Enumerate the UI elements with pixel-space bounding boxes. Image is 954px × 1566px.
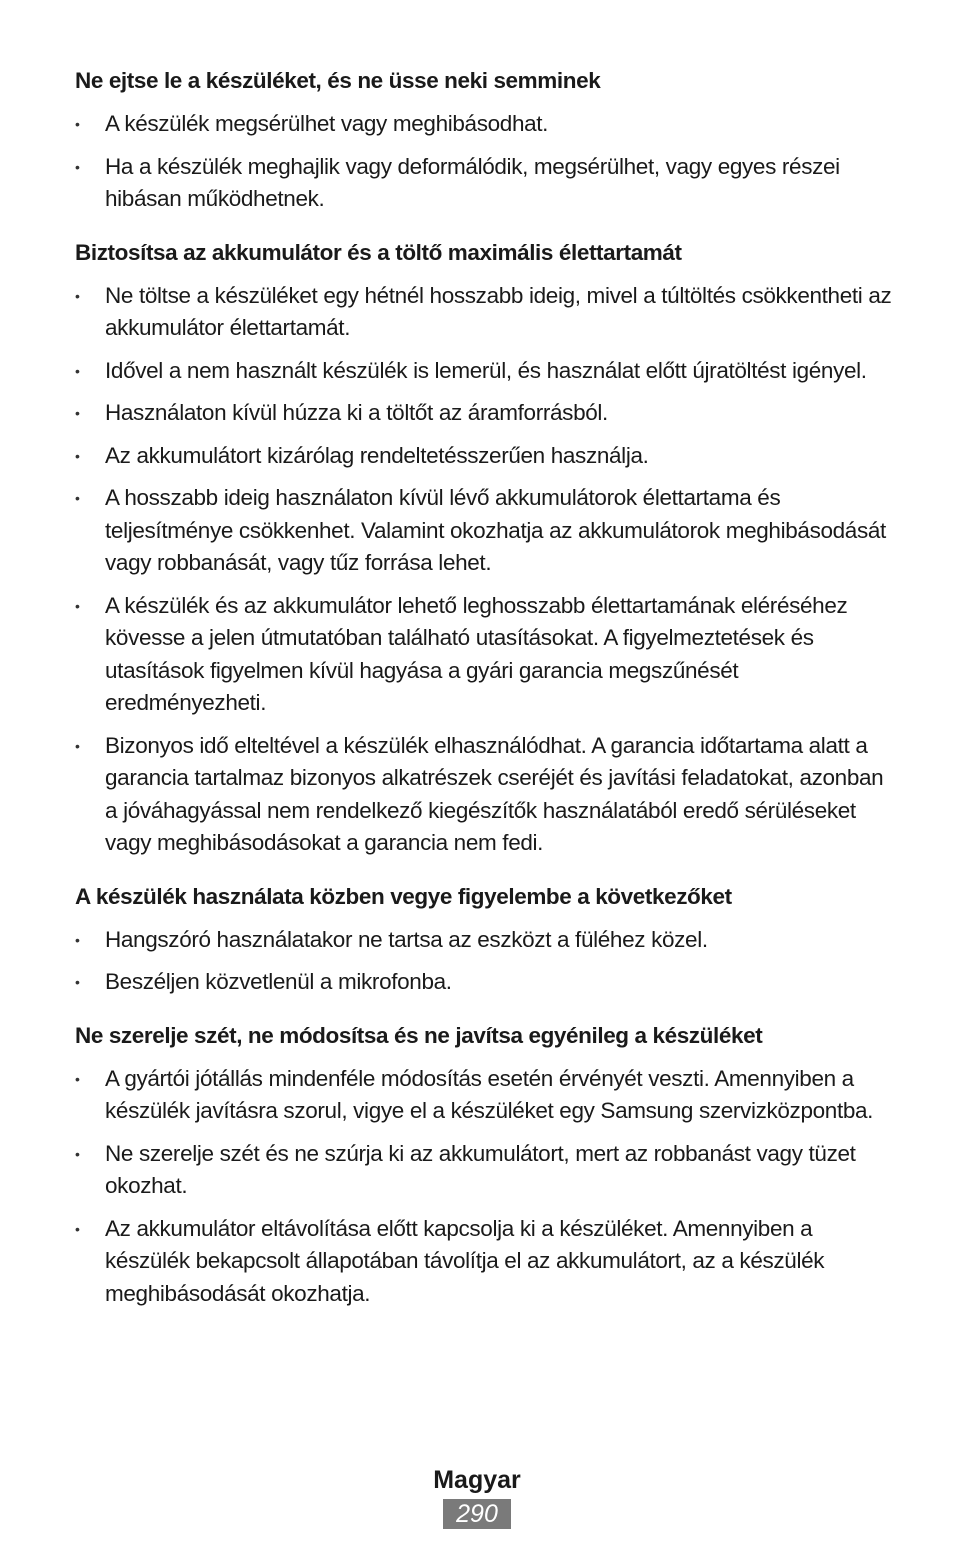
section-heading: Biztosítsa az akkumulátor és a töltő maximális élettartamát [75, 239, 682, 265]
list-item-text: Ne töltse a készüléket egy hétnél hosszabb ideig, mivel a túltöltés csökkentheti az akkumulátor élettartamát. [105, 282, 892, 340]
bullet-icon: • [75, 1145, 80, 1162]
list-item [75, 397, 895, 430]
list-item [75, 355, 895, 388]
section-heading: Ne ejtse le a készüléket, és ne üsse neki semminek [75, 68, 601, 93]
page-footer [0, 1463, 954, 1529]
list-item [75, 482, 895, 580]
page-number: 290 [443, 1499, 511, 1529]
list-item-text: Használaton kívül húzza ki a töltőt az áramforrásból. [105, 400, 608, 425]
bullet-icon: • [75, 116, 80, 132]
list-item-text: Az akkumulátort kizárólag rendeltetésszerűen használja. [105, 442, 649, 468]
list-item [75, 966, 895, 999]
section-no-disassembly [75, 1021, 895, 1311]
list-item-text: Beszéljen közvetlenül a mikrofonba. [105, 969, 452, 994]
bullet-icon: • [75, 287, 80, 304]
list-item [75, 108, 895, 141]
list-item [75, 1063, 895, 1128]
list-item-text: Ha a készülék meghajlik vagy deformálódik, megsérülhet, vagy egyes részei hibásan működhetnek. [105, 153, 840, 211]
list-item-text: A készülék megsérülhet vagy meghibásodhat. [105, 111, 549, 136]
list-item [75, 440, 895, 473]
section-usage-notes [75, 882, 895, 999]
bullet-icon: • [75, 1070, 80, 1087]
bullet-icon: • [75, 447, 80, 464]
list-item [75, 1213, 895, 1311]
section-battery-life [75, 238, 895, 860]
bullet-icon: • [75, 1220, 80, 1237]
document-body [75, 66, 895, 1320]
list-item [75, 1138, 895, 1203]
bullet-list [75, 1063, 895, 1311]
bullet-icon: • [75, 597, 80, 614]
list-item-text: Az akkumulátor eltávolítása előtt kapcsolja ki a készüléket. Amennyiben a készülék bekapcsolt állapotában távolítja el az akkumulátort, az a készülék meghibásodását okozhatja. [105, 1215, 825, 1306]
footer-language: Magyar [433, 1466, 521, 1494]
bullet-icon: • [75, 490, 80, 506]
list-item-text: A hosszabb ideig használaton kívül lévő akkumulátorok élettartama és teljesítménye csökkenhet. Valamint okozhatja az akkumulátorok meghibásodását vagy robbanását, vagy tűz forrása lehet. [105, 485, 886, 575]
bullet-icon: • [75, 737, 80, 754]
bullet-list [75, 924, 895, 999]
bullet-icon: • [75, 158, 80, 175]
list-item-text: Ne szerelje szét és ne szúrja ki az akkumulátort, mert az robbanást vagy tüzet okozhat. [105, 1140, 856, 1198]
list-item-text: A gyártói jótállás mindenféle módosítás esetén érvényét veszti. Amennyiben a készülék javításra szorul, vigye el a készüléket egy Samsung szervizközpontba. [105, 1065, 874, 1123]
list-item [75, 730, 895, 860]
list-item [75, 590, 895, 720]
list-item-text: Bizonyos idő elteltével a készülék elhasználódhat. A garancia időtartama alatt a garancia tartalmaz bizonyos alkatrészek cseréjét és javítási feladatokat, azonban a jóváhagyással nem rendelkező kiegészítők használatából eredő sérüléseket vagy meghibásodásokat a garancia nem fedi. [105, 732, 884, 855]
list-item-text: A készülék és az akkumulátor lehető leghosszabb élettartamának eléréséhez kövesse a jelen útmutatóban található utasításokat. A figyelmeztetések és utasítások figyelmen kívül hagyása a gyári garancia megszűnését eredményezheti. [105, 592, 848, 715]
bullet-icon: • [75, 974, 80, 990]
section-drop-warning [75, 66, 895, 216]
bullet-icon: • [75, 405, 80, 421]
section-heading: A készülék használata közben vegye figyelembe a következőket [75, 883, 732, 909]
list-item [75, 280, 895, 345]
list-item-text: Idővel a nem használt készülék is lemerül, és használat előtt újratöltést igényel. [105, 357, 867, 383]
section-heading: Ne szerelje szét, ne módosítsa és ne javítsa egyénileg a készüléket [75, 1022, 763, 1048]
bullet-icon: • [75, 931, 80, 948]
list-item [75, 151, 895, 216]
list-item-text: Hangszóró használatakor ne tartsa az eszközt a füléhez közel. [105, 926, 708, 952]
bullet-list [75, 280, 895, 860]
list-item [75, 924, 895, 957]
bullet-list [75, 108, 895, 216]
bullet-icon: • [75, 362, 80, 379]
